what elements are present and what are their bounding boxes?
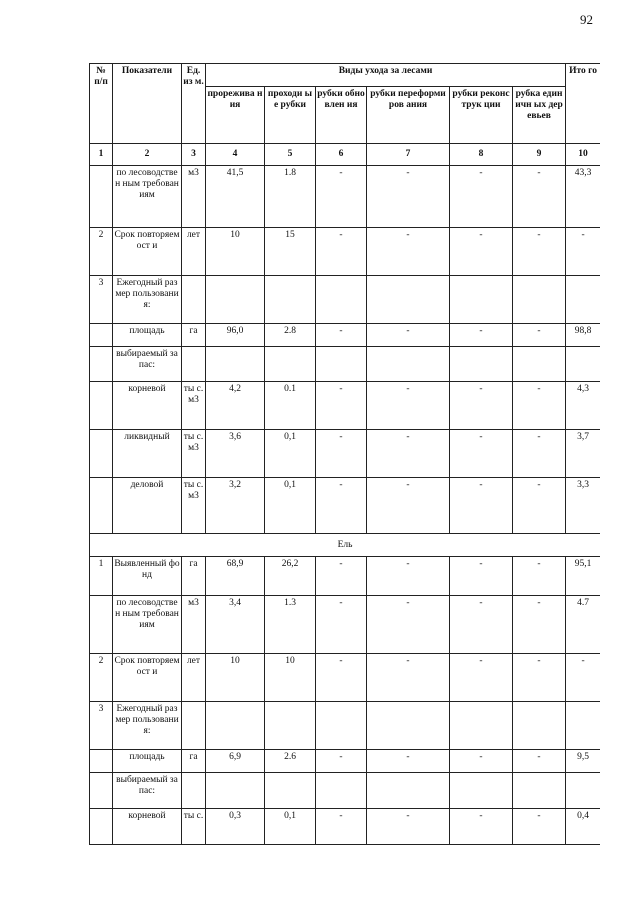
table-cell: - bbox=[513, 430, 566, 478]
table-row bbox=[90, 809, 601, 845]
table-cell: - bbox=[367, 382, 450, 430]
header-sub-reconstruction-cutting: рубки реконструк ции bbox=[450, 87, 513, 144]
column-number: 10 bbox=[566, 144, 600, 166]
table-cell: деловой bbox=[113, 478, 182, 534]
table-cell: - bbox=[513, 750, 566, 773]
table-cell: - bbox=[367, 166, 450, 228]
table-cell: м3 bbox=[182, 166, 206, 228]
table-cell: 2 bbox=[90, 228, 113, 276]
table-cell: - bbox=[367, 750, 450, 773]
table-cell: 3 bbox=[90, 702, 113, 750]
section-title: Ель bbox=[90, 534, 601, 557]
table-cell: - bbox=[450, 430, 513, 478]
table-cell bbox=[182, 773, 206, 809]
header-sub-thinning: прорежива ния bbox=[206, 87, 265, 144]
table-cell: 6,9 bbox=[206, 750, 265, 773]
table-cell: лет bbox=[182, 228, 206, 276]
table-cell: - bbox=[367, 228, 450, 276]
table-cell bbox=[90, 166, 113, 228]
table-cell bbox=[513, 276, 566, 324]
table-cell: выбираемый запас: bbox=[113, 347, 182, 382]
table-cell bbox=[450, 773, 513, 809]
table-cell bbox=[90, 347, 113, 382]
header-sub-single-tree-cutting: рубка единичн ых деревьев bbox=[513, 87, 566, 144]
table-cell bbox=[90, 382, 113, 430]
table-cell: - bbox=[316, 654, 367, 702]
column-number: 4 bbox=[206, 144, 265, 166]
table-row bbox=[90, 478, 601, 534]
header-sub-reformation-cutting: рубки переформиров ания bbox=[367, 87, 450, 144]
section-row bbox=[90, 534, 601, 557]
table-cell: 68,9 bbox=[206, 557, 265, 596]
table-cell: - bbox=[316, 750, 367, 773]
table-cell bbox=[265, 702, 316, 750]
table-cell bbox=[182, 276, 206, 324]
table-cell: 0,1 bbox=[265, 430, 316, 478]
table-cell bbox=[206, 773, 265, 809]
table-cell: - bbox=[367, 324, 450, 347]
header-sub-renewal-cutting: рубки обновлен ия bbox=[316, 87, 367, 144]
table-cell: Ежегодный размер пользования: bbox=[113, 276, 182, 324]
table-cell: - bbox=[513, 809, 566, 845]
table-cell: - bbox=[450, 750, 513, 773]
table-cell bbox=[90, 324, 113, 347]
table-cell bbox=[367, 773, 450, 809]
table-cell: лет bbox=[182, 654, 206, 702]
table-row bbox=[90, 654, 601, 702]
table-cell: 2.6 bbox=[265, 750, 316, 773]
table-row bbox=[90, 557, 601, 596]
table-cell bbox=[316, 276, 367, 324]
table-cell: 1 bbox=[90, 557, 113, 596]
table-cell bbox=[566, 702, 600, 750]
table-cell bbox=[450, 702, 513, 750]
column-number: 2 bbox=[113, 144, 182, 166]
table-cell: 3,7 bbox=[566, 430, 600, 478]
column-number: 5 bbox=[265, 144, 316, 166]
table-cell: 41,5 bbox=[206, 166, 265, 228]
table-cell: - bbox=[566, 654, 600, 702]
table-row bbox=[90, 382, 601, 430]
table-cell: 10 bbox=[265, 654, 316, 702]
table-cell: - bbox=[513, 596, 566, 654]
table-cell: - bbox=[316, 430, 367, 478]
table-cell: - bbox=[566, 228, 600, 276]
table-cell: - bbox=[513, 557, 566, 596]
table-cell bbox=[90, 430, 113, 478]
table-cell: 1.3 bbox=[265, 596, 316, 654]
table-cell: площадь bbox=[113, 324, 182, 347]
table-cell: - bbox=[367, 654, 450, 702]
table-cell: - bbox=[513, 228, 566, 276]
table-cell: - bbox=[450, 228, 513, 276]
table-cell: - bbox=[316, 809, 367, 845]
table-row bbox=[90, 347, 601, 382]
table-cell: 98,8 bbox=[566, 324, 600, 347]
table-cell bbox=[206, 276, 265, 324]
column-number: 9 bbox=[513, 144, 566, 166]
table-cell: - bbox=[513, 654, 566, 702]
table-cell: 15 bbox=[265, 228, 316, 276]
table-cell: - bbox=[513, 324, 566, 347]
header-care-types: Виды ухода за лесами bbox=[206, 64, 566, 87]
table-cell: 2.8 bbox=[265, 324, 316, 347]
table-cell bbox=[206, 702, 265, 750]
table-cell bbox=[316, 773, 367, 809]
table-cell: по лесоводствен ным требованиям bbox=[113, 166, 182, 228]
table-cell: - bbox=[513, 478, 566, 534]
table-cell: - bbox=[367, 478, 450, 534]
table-cell: корневой bbox=[113, 809, 182, 845]
table-cell bbox=[265, 347, 316, 382]
table-cell: га bbox=[182, 750, 206, 773]
table-cell: 3,2 bbox=[206, 478, 265, 534]
table-cell: - bbox=[316, 557, 367, 596]
table-cell: Ежегодный размер пользования: bbox=[113, 702, 182, 750]
table-cell bbox=[182, 347, 206, 382]
table-cell bbox=[450, 347, 513, 382]
table-cell: ликвидный bbox=[113, 430, 182, 478]
forest-care-table bbox=[89, 63, 600, 845]
table-cell bbox=[566, 276, 600, 324]
table-cell bbox=[265, 276, 316, 324]
table-row bbox=[90, 324, 601, 347]
table-cell: - bbox=[450, 166, 513, 228]
table-row bbox=[90, 228, 601, 276]
table-cell: 95,1 bbox=[566, 557, 600, 596]
table-cell: м3 bbox=[182, 596, 206, 654]
table-cell: 0,1 bbox=[265, 478, 316, 534]
table-cell: 3,6 bbox=[206, 430, 265, 478]
table-cell: - bbox=[450, 382, 513, 430]
table-cell: 2 bbox=[90, 654, 113, 702]
column-number: 6 bbox=[316, 144, 367, 166]
table-cell: - bbox=[450, 478, 513, 534]
table-cell: 9,5 bbox=[566, 750, 600, 773]
table-cell: 0,1 bbox=[265, 809, 316, 845]
table-cell: - bbox=[450, 557, 513, 596]
table-cell: по лесоводствен ным требованиям bbox=[113, 596, 182, 654]
table-cell bbox=[367, 702, 450, 750]
table-cell bbox=[450, 276, 513, 324]
column-number: 3 bbox=[182, 144, 206, 166]
table-cell: - bbox=[316, 324, 367, 347]
table-cell bbox=[182, 702, 206, 750]
table-cell: 96,0 bbox=[206, 324, 265, 347]
table-cell bbox=[90, 809, 113, 845]
table-cell: 4,2 bbox=[206, 382, 265, 430]
table-cell: - bbox=[316, 228, 367, 276]
table-cell: ты с. bbox=[182, 809, 206, 845]
table-cell: - bbox=[450, 324, 513, 347]
header-total: Ито го bbox=[566, 64, 600, 144]
table-cell: 26,2 bbox=[265, 557, 316, 596]
table-cell: Срок повторяемост и bbox=[113, 228, 182, 276]
table-cell: - bbox=[367, 596, 450, 654]
header-num: № п/п bbox=[90, 64, 113, 144]
table-cell: - bbox=[316, 382, 367, 430]
table-cell: - bbox=[316, 166, 367, 228]
table-row bbox=[90, 773, 601, 809]
table-cell: - bbox=[513, 382, 566, 430]
table-cell bbox=[316, 347, 367, 382]
table-cell: Выявленный фонд bbox=[113, 557, 182, 596]
table-cell: - bbox=[367, 430, 450, 478]
header-sub-passage-cutting: проходи ые рубки bbox=[265, 87, 316, 144]
table-row bbox=[90, 750, 601, 773]
column-number: 7 bbox=[367, 144, 450, 166]
table-cell: 10 bbox=[206, 654, 265, 702]
table-row bbox=[90, 430, 601, 478]
table-cell bbox=[513, 773, 566, 809]
table-cell: Срок повторяемост и bbox=[113, 654, 182, 702]
table-row bbox=[90, 276, 601, 324]
table-cell bbox=[90, 773, 113, 809]
header-unit: Ед. из м. bbox=[182, 64, 206, 144]
table-cell bbox=[316, 702, 367, 750]
table-container bbox=[89, 63, 600, 846]
table-cell: ты с. м3 bbox=[182, 430, 206, 478]
table-cell: 10 bbox=[206, 228, 265, 276]
table-row bbox=[90, 596, 601, 654]
table-cell bbox=[90, 596, 113, 654]
table-row bbox=[90, 702, 601, 750]
table-cell: - bbox=[450, 596, 513, 654]
column-number: 1 bbox=[90, 144, 113, 166]
table-cell: 4,3 bbox=[566, 382, 600, 430]
header-indicator: Показатели bbox=[113, 64, 182, 144]
table-cell: - bbox=[367, 557, 450, 596]
table-cell: 3 bbox=[90, 276, 113, 324]
table-cell: 3,3 bbox=[566, 478, 600, 534]
table-cell bbox=[206, 347, 265, 382]
table-cell bbox=[90, 478, 113, 534]
table-cell: - bbox=[316, 478, 367, 534]
table-cell bbox=[566, 347, 600, 382]
table-cell: - bbox=[513, 166, 566, 228]
table-cell bbox=[513, 702, 566, 750]
table-cell: 43,3 bbox=[566, 166, 600, 228]
table-cell bbox=[367, 276, 450, 324]
table-cell: 3,4 bbox=[206, 596, 265, 654]
page-number: 92 bbox=[580, 12, 593, 27]
table-cell: площадь bbox=[113, 750, 182, 773]
table-cell: га bbox=[182, 324, 206, 347]
table-cell bbox=[90, 750, 113, 773]
table-cell: ты с. м3 bbox=[182, 382, 206, 430]
table-cell: 0.1 bbox=[265, 382, 316, 430]
table-cell: га bbox=[182, 557, 206, 596]
table-row bbox=[90, 166, 601, 228]
table-cell: - bbox=[316, 596, 367, 654]
table-cell bbox=[367, 347, 450, 382]
table-cell bbox=[265, 773, 316, 809]
table-cell: 1.8 bbox=[265, 166, 316, 228]
table-cell bbox=[566, 773, 600, 809]
table-cell: ты с. м3 bbox=[182, 478, 206, 534]
column-number: 8 bbox=[450, 144, 513, 166]
table-cell: - bbox=[450, 809, 513, 845]
table-cell: корневой bbox=[113, 382, 182, 430]
table-cell: 4.7 bbox=[566, 596, 600, 654]
table-cell: - bbox=[367, 809, 450, 845]
table-cell: выбираемый запас: bbox=[113, 773, 182, 809]
table-cell: - bbox=[450, 654, 513, 702]
table-cell bbox=[513, 347, 566, 382]
table-cell: 0,3 bbox=[206, 809, 265, 845]
table-cell: 0,4 bbox=[566, 809, 600, 845]
